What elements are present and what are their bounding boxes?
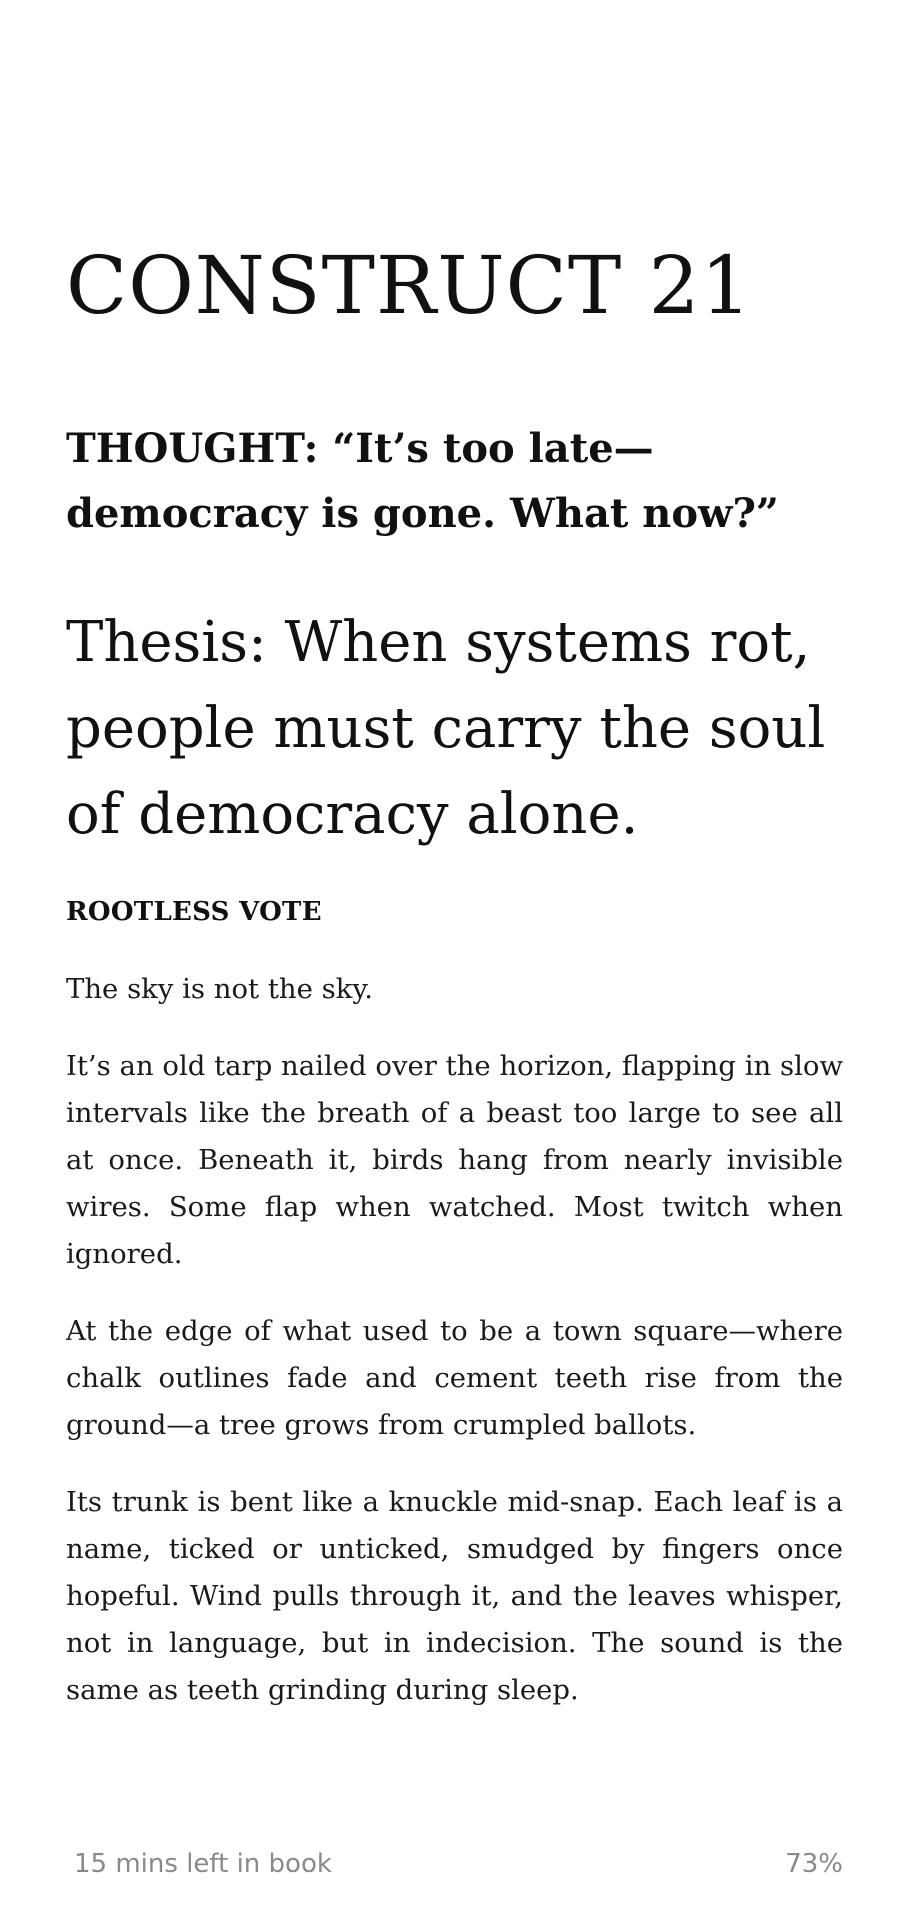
paragraph: The sky is not the sky. xyxy=(66,973,374,1005)
chapter-thesis: Thesis: When systems rot, people must carry the soul of democracy alone. xyxy=(66,610,826,847)
paragraph: Its trunk is bent like a knuckle mid-snap. Each leaf is a name, ticked or unticked, smudged by fingers once hopeful. Wind pulls through it, and the leaves whisper, not in language, but in indecision. The sound is the same as teeth grinding during sleep. xyxy=(66,1486,843,1706)
body-text xyxy=(66,966,843,1744)
section-heading: ROOTLESS VOTE xyxy=(66,897,322,927)
paragraph: At the edge of what used to be a town square—where chalk outlines fade and cement teeth rise from the ground—a tree grows from crumpled ballots. xyxy=(66,1315,843,1441)
time-left-in-book[interactable]: 15 mins left in book xyxy=(74,1849,332,1879)
paragraph: It’s an old tarp nailed over the horizon, flapping in slow intervals like the breath of a beast too large to see all at once. Beneath it, birds hang from nearly invisible wires. Some flap when watched. Most twitch when ignored. xyxy=(66,1050,843,1270)
chapter-thought: THOUGHT: “It’s too late—democracy is gone. What now?” xyxy=(66,425,779,537)
reading-progress-percent[interactable]: 73% xyxy=(785,1849,843,1879)
chapter-title: CONSTRUCT 21 xyxy=(66,239,753,332)
